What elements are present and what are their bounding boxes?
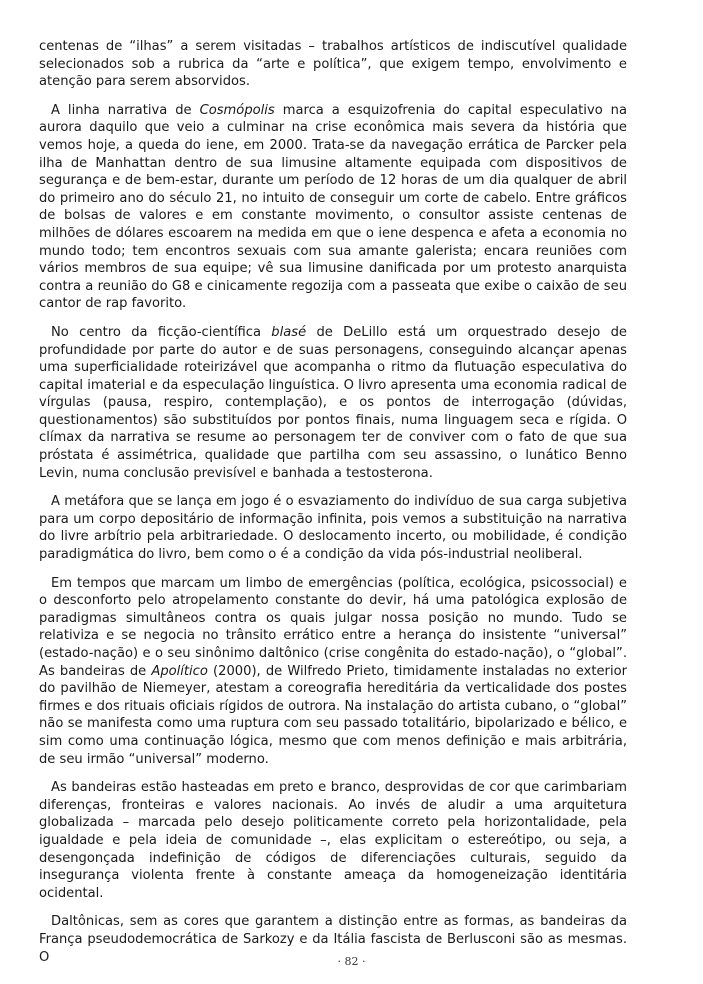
page-number: · 82 · xyxy=(337,955,366,968)
paragraph-4-text: A metáfora que se lança em jogo é o esvaziamento do indivíduo de sua carga subjetiva para um corpo depositário de informação infinita, pois vemos a substituição na narrativa do livre arbítrio pela arbitrariedade. O deslocamento incerto, ou mobilidade, é condição paradigmática do livro, bem como o é a condição da vida pós-industrial neoliberal. xyxy=(39,494,627,563)
paragraph-4 xyxy=(39,493,627,563)
paragraph-6-text: As bandeiras estão hasteadas em preto e branco, desprovidas de cor que carimbariam diferenças, fronteiras e valores nacionais. Ao invés de aludir a uma arquitetura globalizada – marcada pelo desejo politicamente correto pela horizontalidade, pela igualdade e pela ideia de comunidade –, elas explicitam o estereótipo, ou seja, a desengonçada indefinição de códigos de diferenciações culturais, seguido da insegurança violenta frente à constante ameaça da homogeneização identitária ocidental. xyxy=(39,780,627,901)
page-body xyxy=(39,38,627,968)
paragraph-3-text-a: No centro da ficção-científica xyxy=(51,324,272,340)
italic-word-blase: blasé xyxy=(271,324,307,340)
paragraph-5-text-b: (2000), de Wilfredo Prieto, timidamente instaladas no exterior do pavilhão de Niemeyer, atestam a coreografia hereditária da verticalidade dos postes firmes e dos rituais oficiais rígidos de outrora. Na instalação do artista cubano, o “global” não se manifesta como uma ruptura com seu passado totalitário, bipolarizado e bélico, e sim como uma continuação lógica, mesmo que com menos definição e mais arbitrária, de seu irmão “universal” moderno. xyxy=(39,663,627,767)
paragraph-3-text-b: de DeLillo está um orquestrado desejo de profundidade por parte do autor e de suas personagens, conseguindo alcançar apenas uma superficialidade roteirizável que acompanha o ritmo da flutuação especulativa do capital imaterial e da especulação linguística. O livro apresenta uma economia radical de vírgulas (pausa, respiro, contemplação), e os pontos de interrogação (dúvidas, questionamentos) são substituídos por pontos finais, numa linguagem seca e rígida. O clímax da narrativa se resume ao personagem ter de conviver com o fato de que sua próstata é assimétrica, qualidade que partilha com seu assassino, o lunático Benno Levin, numa conclusão previsível e banhada a testosterona. xyxy=(39,324,627,481)
paragraph-2 xyxy=(39,102,627,313)
paragraph-1 xyxy=(39,38,627,91)
paragraph-3 xyxy=(39,324,627,482)
paragraph-1-text: centenas de “ilhas” a serem visitadas – trabalhos artísticos de indiscutível qualidade selecionados sob a rubrica da “arte e política”, que exigem tempo, envolvimento e atenção para serem absorvidos. xyxy=(39,39,627,90)
book-title-cosmopolis: Cosmópolis xyxy=(199,102,275,118)
paragraph-5-text-a: Em tempos que marcam um limbo de emergências (política, ecológica, psicossocial) e o desconforto pelo atropelamento constante do devir, há uma patológica explosão de paradigmas simultâneos contra os quais julgar nossa posição no mundo. Tudo se relativiza e se negocia no trânsito errático entre a herança do insistente “universal” (estado-nação) e o seu sinônimo daltônico (crise congênita do estado-nação), o “global”. As bandeiras de xyxy=(39,575,627,679)
paragraph-2-text-a: A linha narrativa de xyxy=(51,102,200,118)
paragraph-5 xyxy=(39,575,627,769)
paragraph-7-text: Daltônicas, sem as cores que garantem a distinção entre as formas, as bandeiras da França pseudodemocrática de Sarkozy e da Itália fascista de Berlusconi são as mesmas. O xyxy=(39,914,627,965)
paragraph-6 xyxy=(39,779,627,902)
artwork-title-apolitico: Apolítico xyxy=(151,663,208,679)
paragraph-2-text-b: marca a esquizofrenia do capital especulativo na aurora daquilo que veio a culminar na crise econômica mais severa da história que vemos hoje, a queda do iene, em 2000. Trata-se da navegação errática de Parcker pela ilha de Manhattan dentro de sua limusine altamente equipada com dispositivos de segurança e de bem-estar, durante um período de 12 horas de um dia qualquer de abril do primeiro ano do século 21, no intuito de conseguir um corte de cabelo. Entre gráficos de bolsas de valores e em constante movimento, o consultor assiste centenas de milhões de dólares escoarem na medida em que o iene despenca e afeta a economia no mundo todo; tem encontros sexuais com sua amante galerista; encara reuniões com vários membros de sua equipe; vê sua limusine danificada por um protesto anarquista contra a reunião do G8 e cinicamente regozija com a passeata que exibe o caixão de seu cantor de rap favorito. xyxy=(39,102,628,312)
